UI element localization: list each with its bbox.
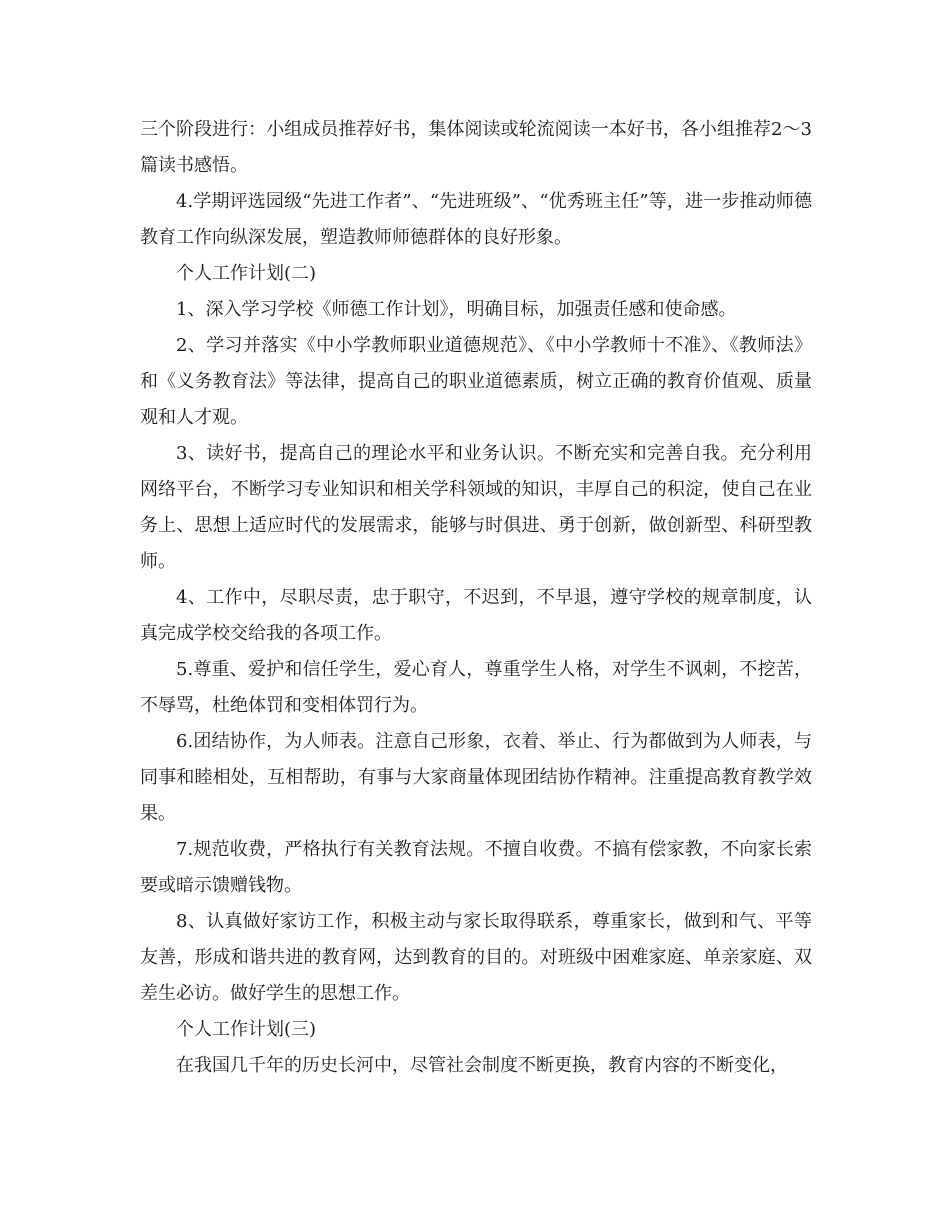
section-heading-plan-2: 个人工作计划(二)	[176, 263, 317, 284]
paragraph-item-8: 8、认真做好家访工作，积极主动与家长取得联系，尊重家长，做到和气、平等友善，形成和谐共进的教育网，达到教育的目的。对班级中困难家庭、单亲家庭、双差生必访。做好学生的思想工作。	[140, 911, 812, 1004]
section-heading-plan-3: 个人工作计划(三)	[176, 1019, 317, 1040]
document-body	[140, 112, 812, 1084]
paragraph-item-6: 6.团结协作，为人师表。注意自己形象，衣着、举止、行为都做到为人师表，与同事和睦相处，互相帮助，有事与大家商量体现团结协作精神。注重提高教育教学效果。	[140, 731, 812, 824]
paragraph-item-2: 2、学习并落实《中小学教师职业道德规范》、《中小学教师十不准》、《教师法》和《义务教育法》等法律，提高自己的职业道德素质，树立正确的教育价值观、质量观和人才观。	[140, 335, 812, 428]
paragraph-item-3: 3、读好书，提高自己的理论水平和业务认识。不断充实和完善自我。充分利用网络平台，不断学习专业知识和相关学科领域的知识，丰厚自己的积淀，使自己在业务上、思想上适应时代的发展需求，能够与时俱进、勇于创新，做创新型、科研型教师。	[140, 443, 812, 572]
paragraph-item-4: 4、工作中，尽职尽责，忠于职守，不迟到，不早退，遵守学校的规章制度，认真完成学校交给我的各项工作。	[140, 587, 812, 644]
paragraph-item-7: 7.规范收费，严格执行有关教育法规。不擅自收费。不搞有偿家教，不向家长索要或暗示馈赠钱物。	[140, 839, 812, 896]
paragraph-item-5: 5.尊重、爱护和信任学生，爱心育人，尊重学生人格，对学生不讽刺，不挖苦，不辱骂，杜绝体罚和变相体罚行为。	[140, 659, 812, 716]
paragraph-history-intro: 在我国几千年的历史长河中，尽管社会制度不断更换，教育内容的不断变化，	[176, 1055, 788, 1076]
paragraph-item-1: 1、深入学习学校《师德工作计划》，明确目标，加强责任感和使命感。	[176, 299, 737, 320]
paragraph-item-4-awards: 4.学期评选园级“先进工作者”、“先进班级”、“优秀班主任”等，进一步推动师德教育工作向纵深发展，塑造教师师德群体的良好形象。	[140, 191, 812, 248]
paragraph-reading-stages: 三个阶段进行：小组成员推荐好书，集体阅读或轮流阅读一本好书，各小组推荐2～3篇读书感悟。	[140, 119, 812, 176]
